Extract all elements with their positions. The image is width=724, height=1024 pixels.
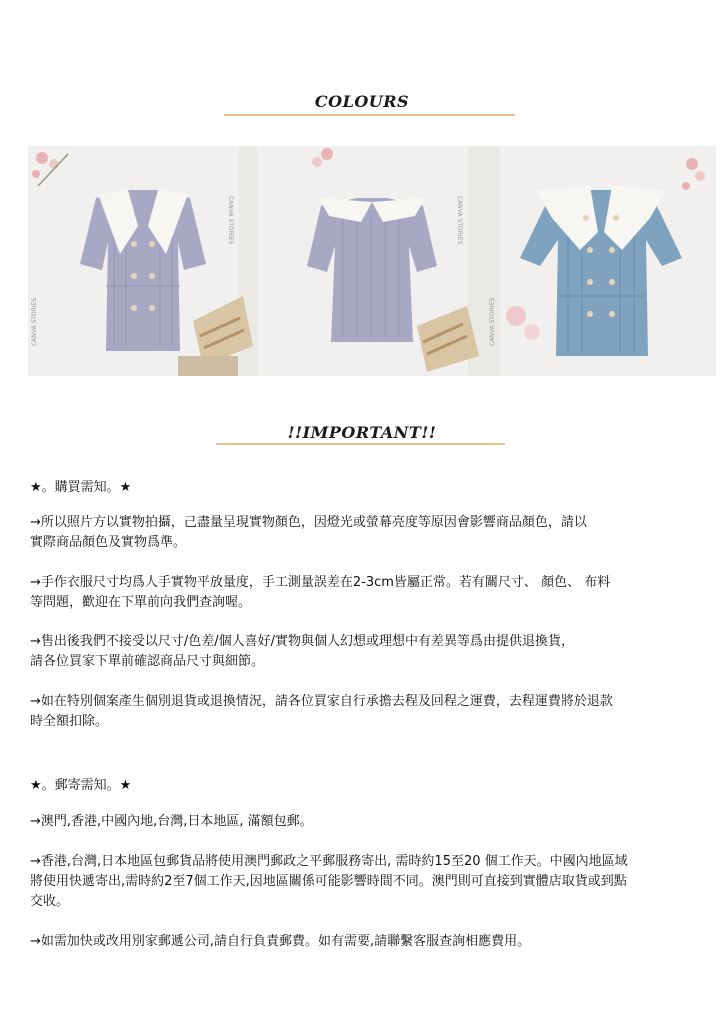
colours-divider — [224, 114, 515, 116]
product-photo-lavender-back — [257, 146, 487, 376]
product-photo-blue-front — [486, 146, 716, 376]
product-photo-lavender-front — [28, 146, 258, 376]
purchase-notes-title: ★。購買需知。★ — [30, 480, 132, 495]
purchase-note-4: →如在特別個案產生個別退貨或退換情況，請各位買家自行承擔去程及回程之運費，去程運費將於退款 時全額扣除。 — [30, 694, 613, 729]
photo-brand-text: CANVA STORIES — [489, 297, 496, 346]
shipping-note-1: →澳門,香港,中國內地,台灣,日本地區, 滿額包郵。 — [30, 814, 313, 829]
photo-brand-text: CANVA STORIES — [456, 196, 463, 245]
shipping-note-2: →香港,台灣,日本地區包郵貨品將使用澳門郵政之平郵服務寄出, 需時約15至20 個工作天。中國內地區域 將使用快遞寄出,需時約2至7個工作天,因地區關係可能影響時間不同。澳門則可直接到實體店取貨或到點 交收。 — [30, 854, 628, 909]
purchase-note-1: →所以照片方以實物拍攝，己盡量呈現實物顏色，因燈光或螢幕亮度等原因會影響商品顏色，請以 實際商品顏色及實物爲準。 — [30, 515, 587, 550]
important-heading: !!IMPORTANT!! — [287, 423, 437, 442]
important-divider — [216, 443, 505, 445]
shipping-note-3: →如需加快或改用別家郵遞公司,請自行負責郵費。如有需要,請聯繫客服查詢相應費用。 — [30, 934, 531, 949]
shipping-notes-title: ★。郵寄需知。★ — [30, 778, 132, 793]
photo-brand-text: CANVA STORIES — [227, 196, 234, 245]
colours-heading: COLOURS — [314, 92, 410, 111]
purchase-note-2: →手作衣服尺寸均爲人手實物平放量度，手工測量誤差在2-3cm皆屬正常。若有關尺寸、 顏色、 布料 等問題，歡迎在下單前向我們查詢喔。 — [30, 575, 611, 610]
photo-brand-text-left: CANVA STORIES — [31, 297, 38, 346]
purchase-note-3: →售出後我們不接受以尺寸/色差/個人喜好/實物與個人幻想或理想中有差異等爲由提供退換貨， 請各位買家下單前確認商品尺寸與細節。 — [30, 634, 575, 669]
